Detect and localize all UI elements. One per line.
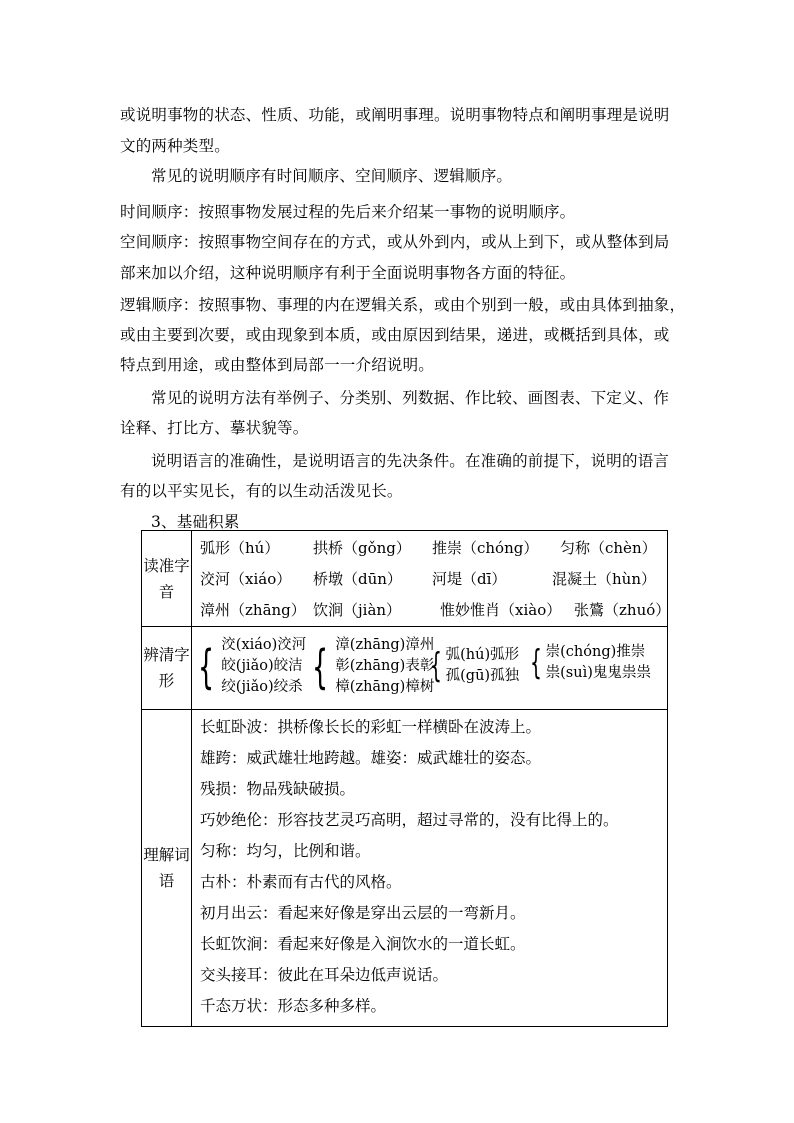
char-item: 绞(jiǎo)绞杀 <box>221 679 303 695</box>
char-item: 祟(suì)鬼鬼祟祟 <box>545 665 651 681</box>
body-line: 时间顺序：按照事物发展过程的先后来介绍某一事物的说明顺序。 <box>120 203 576 221</box>
body-line: 常见的说明顺序有时间顺序、空间顺序、逻辑顺序。 <box>151 167 513 185</box>
row-label: 理解词语 <box>142 710 192 1027</box>
vocabulary-cell <box>192 710 668 1027</box>
char-item: 樟(zhāng)樟树 <box>335 679 435 695</box>
vocab-item: 残损：物品残缺破损。 <box>200 780 356 798</box>
vocab-item: 古朴：朴素而有古代的风格。 <box>200 873 402 891</box>
pinyin-word: 漳州（zhāng） <box>200 601 306 619</box>
char-item: 洨(xiáo)洨河 <box>221 637 307 653</box>
body-line: 空间顺序：按照事物空间存在的方式，或从外到内，或从上到下，或从整体到局 <box>120 233 670 251</box>
characters-cell <box>192 627 668 710</box>
pinyin-word: 混凝土（hùn） <box>552 570 656 588</box>
pinyin-line <box>192 564 667 595</box>
vocab-item: 长虹卧波：拱桥像长长的彩虹一样横卧在波涛上。 <box>200 718 542 736</box>
pinyin-word: 桥墩（dūn） <box>313 570 402 588</box>
vocab-item: 千态万状：形态多种多样。 <box>200 997 387 1015</box>
row-label: 读准字音 <box>142 531 192 627</box>
body-line: 部来加以介绍，这种说明顺序有利于全面说明事物各方面的特征。 <box>120 264 576 282</box>
char-item: 崇(chóng)推崇 <box>545 644 646 660</box>
pinyin-line <box>192 595 671 626</box>
char-group <box>312 635 434 698</box>
vocab-item: 交头接耳：彼此在耳朵边低声说话。 <box>200 966 449 984</box>
pinyin-word: 张鷟（zhuó） <box>574 601 671 619</box>
vocab-item: 匀称：均匀，比例和谐。 <box>200 842 371 860</box>
body-line: 有的以平实见长，有的以生动活泼见长。 <box>120 482 403 500</box>
brace-icon: { <box>198 639 215 694</box>
char-group <box>198 635 306 698</box>
body-line: 或说明事物的状态、性质、功能，或阐明事理。说明事物特点和阐明事理是说明 <box>120 106 670 124</box>
char-group <box>430 645 519 687</box>
vocabulary-row <box>142 710 668 1027</box>
body-line: 或由主要到次要，或由现象到本质，或由原因到结果，递进，或概括到具体，或 <box>120 326 670 344</box>
char-group <box>530 642 651 684</box>
vocab-item: 巧妙绝伦：形容技艺灵巧高明，超过寻常的，没有比得上的。 <box>200 811 619 829</box>
char-item: 漳(zhāng)漳州 <box>335 637 435 653</box>
vocab-item: 长虹饮涧：看起来好像是入涧饮水的一道长虹。 <box>200 935 526 953</box>
row-label: 辨清字形 <box>142 627 192 710</box>
pinyin-word: 匀称（chèn） <box>560 539 657 557</box>
body-line: 特点到用途，或由整体到局部一一介绍说明。 <box>120 356 435 374</box>
characters-row <box>142 627 668 710</box>
pinyin-row <box>142 531 668 627</box>
body-line: 说明语言的准确性，是说明语言的先决条件。在准确的前提下，说明的语言 <box>151 452 670 470</box>
pinyin-cell <box>192 531 671 627</box>
body-line: 常见的说明方法有举例子、分类别、列数据、作比较、画图表、下定义、作 <box>151 389 670 407</box>
body-line: 逻辑顺序：按照事物、事理的内在逻辑关系，或由个别到一般，或由具体到抽象， <box>120 296 686 314</box>
brace-icon: { <box>312 639 329 694</box>
char-item: 彰(zhāng)表彰 <box>335 658 435 674</box>
pinyin-word: 洨河（xiáo） <box>200 570 292 588</box>
brace-icon: { <box>430 646 442 686</box>
char-item: 弧(hú)弧形 <box>445 647 520 663</box>
section-heading: 3、基础积累 <box>151 513 240 531</box>
pinyin-line <box>192 531 667 564</box>
pinyin-word: 弧形（hú） <box>200 539 280 557</box>
body-line: 文的两种类型。 <box>120 137 230 155</box>
vocab-item: 雄跨：威武雄壮地跨越。雄姿：威武雄壮的姿态。 <box>200 749 542 767</box>
foundation-table <box>141 530 671 1027</box>
pinyin-word: 推崇（chóng） <box>432 539 539 557</box>
body-line: 诠释、打比方、摹状貌等。 <box>120 419 309 437</box>
brace-icon: { <box>530 643 542 683</box>
char-item: 皎(jiǎo)皎洁 <box>221 658 303 674</box>
pinyin-word: 拱桥（gǒng） <box>313 539 411 557</box>
pinyin-word: 河堤（dī） <box>432 570 507 588</box>
char-item: 孤(gū)孤独 <box>445 668 520 684</box>
pinyin-word: 惟妙惟肖（xiào） <box>440 601 562 619</box>
pinyin-word: 饮涧（jiàn） <box>313 601 402 619</box>
vocab-item: 初月出云：看起来好像是穿出云层的一弯新月。 <box>200 904 526 922</box>
